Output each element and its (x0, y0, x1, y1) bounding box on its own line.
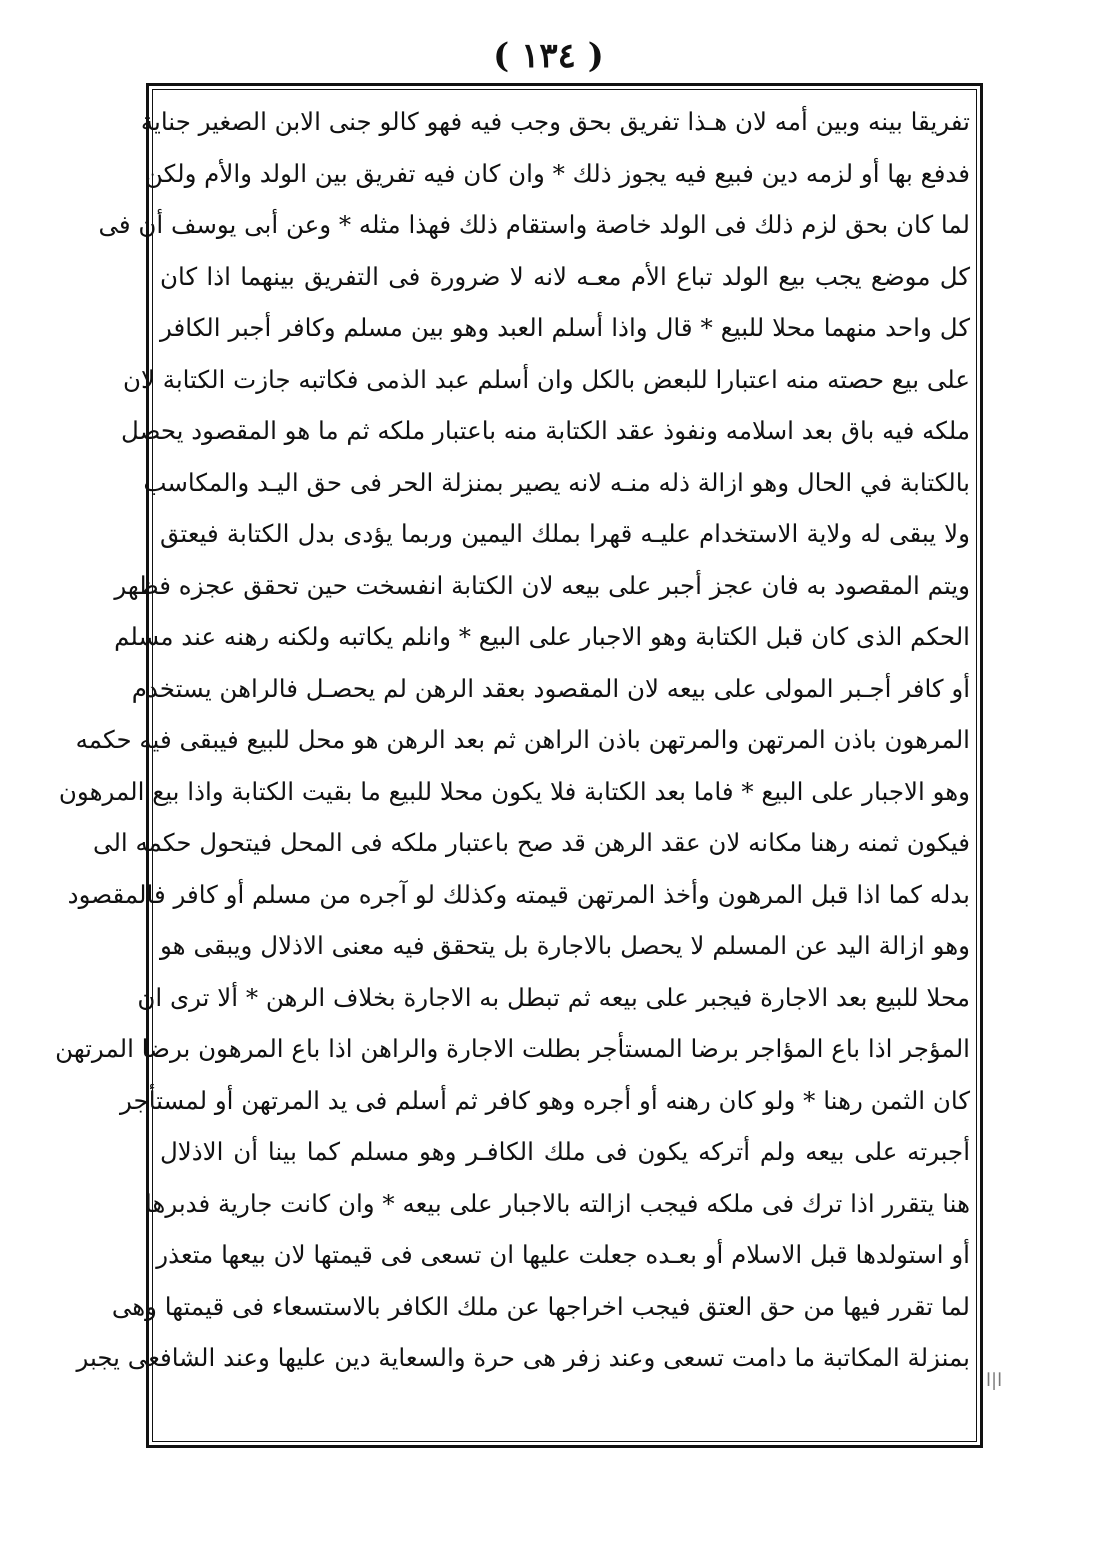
text-line-6: على بيع حصته منه اعتبارا للبعض بالكل وان أسلم عبد الذمى فكاتبه جازت الكتابة لان (122, 364, 970, 394)
text-line-7: ملكه فيه باق بعد اسلامه ونفوذ عقد الكتابة منه باعتبار ملكه ثم ما هو المقصود يحصل (121, 416, 970, 445)
text-line-11: الحكم الذى كان قبل الكتابة وهو الاجبار على البيع * وانلم يكاتبه ولكنه رهنه عند مسلم (114, 622, 970, 651)
margin-mark: ا|ا (986, 1370, 1003, 1391)
text-line-16: بدله كما اذا قبل المرهون وأخذ المرتهن قيمته وكذلك لو آجره من مسلم أو كافر فالمقصود (67, 879, 970, 909)
text-line-24: لما تقرر فيها من حق العتق فيجب اخراجها عن ملك الكافر بالاستسعاء فى قيمتها وهى (111, 1291, 970, 1321)
text-line-23: أو استولدها قبل الاسلام أو بعـده جعلت عليها ان تسعى فى قيمتها لان بيعها متعذر (156, 1240, 970, 1269)
text-line-20: كان الثمن رهنا * ولو كان رهنه أو أجره وهو كافر ثم أسلم فى يد المرتهن أو لمستأجر (120, 1085, 970, 1115)
text-line-15: فيكون ثمنه رهنا مكانه لان عقد الرهن قد صح باعتبار ملكه فى المحل فيتحول حكمه الى (93, 828, 970, 857)
text-line-4: كل موضع يجب بيع الولد تباع الأم معـه لانه لا ضرورة فى التفريق بينهما اذا كان (160, 261, 970, 291)
text-line-1: تفريقا بينه وبين أمه لان هـذا تفريق بحق وجب فيه فهو كالو جنى الابن الصغير جناية (140, 107, 970, 136)
text-line-18: محلا للبيع بعد الاجارة فيجبر على بيعه ثم تبطل به الاجارة بخلاف الرهن * ألا ترى ان (137, 982, 970, 1012)
text-line-21: أجبرته على بيعه ولم أتركه يكون فى ملك الكافـر وهو مسلم كما بينا أن الاذلال (160, 1137, 970, 1166)
text-line-5: كل واحد منهما محلا للبيع * قال واذا أسلم العبد وهو بين مسلم وكافر أجبر الكافر (160, 313, 971, 342)
text-line-25: بمنزلة المكاتبة ما دامت تسعى وعند زفر هى حرة والسعاية دين عليها وعند الشافعى يجبر (76, 1343, 970, 1372)
text-line-17: وهو ازالة اليد عن المسلم لا يحصل بالاجارة بل يتحقق فيه معنى الاذلال ويبقى هو (160, 931, 970, 960)
text-line-9: ولا يبقى له ولاية الاستخدام عليـه قهرا بملك اليمين وربما يؤدى بدل الكتابة فيعتق (160, 519, 970, 548)
text-line-22: هنا يتقرر اذا ترك فى ملكه فيجب ازالته بالاجبار على بيعه * وان كانت جارية فدبرها (144, 1188, 970, 1218)
text-line-13: المرهون باذن المرتهن والمرتهن باذن الراهن ثم بعد الرهن هو محل للبيع فيبقى فيه حكمه (75, 725, 970, 754)
text-line-19: المؤجر اذا باع المؤاجر برضا المستأجر بطلت الاجارة والراهن اذا باع المرهون برضا المرتهن (55, 1034, 970, 1063)
main-text (55, 96, 971, 1384)
text-line-2: فدفع بها أو لزمه دين فبيع فيه يجوز ذلك * وان كان فيه تفريق بين الولد والأم ولكن (144, 158, 970, 188)
page-number: ( ١٣٤ ) (493, 36, 604, 76)
text-line-14: وهو الاجبار على البيع * فاما بعد الكتابة فلا يكون محلا للبيع ما بقيت الكتابة واذا بيع المرهون (58, 776, 970, 806)
text-line-12: أو كافر أجـبر المولى على بيعه لان المقصود بعقد الرهن لم يحصـل فالراهن يستخدم (131, 673, 970, 703)
text-line-3: لما كان بحق لزم ذلك فى الولد خاصة واستقام ذلك فهذا مثله * وعن أبى يوسف أن فى (98, 210, 970, 239)
text-line-8: بالكتابة في الحال وهو ازالة ذله منـه لانه يصير بمنزلة الحر فى حق اليـد والمكاسب (143, 467, 970, 497)
text-line-10: ويتم المقصود به فان عجز أجبر على بيعه لان الكتابة انفسخت حين تحقق عجزه فظهر (114, 570, 970, 600)
